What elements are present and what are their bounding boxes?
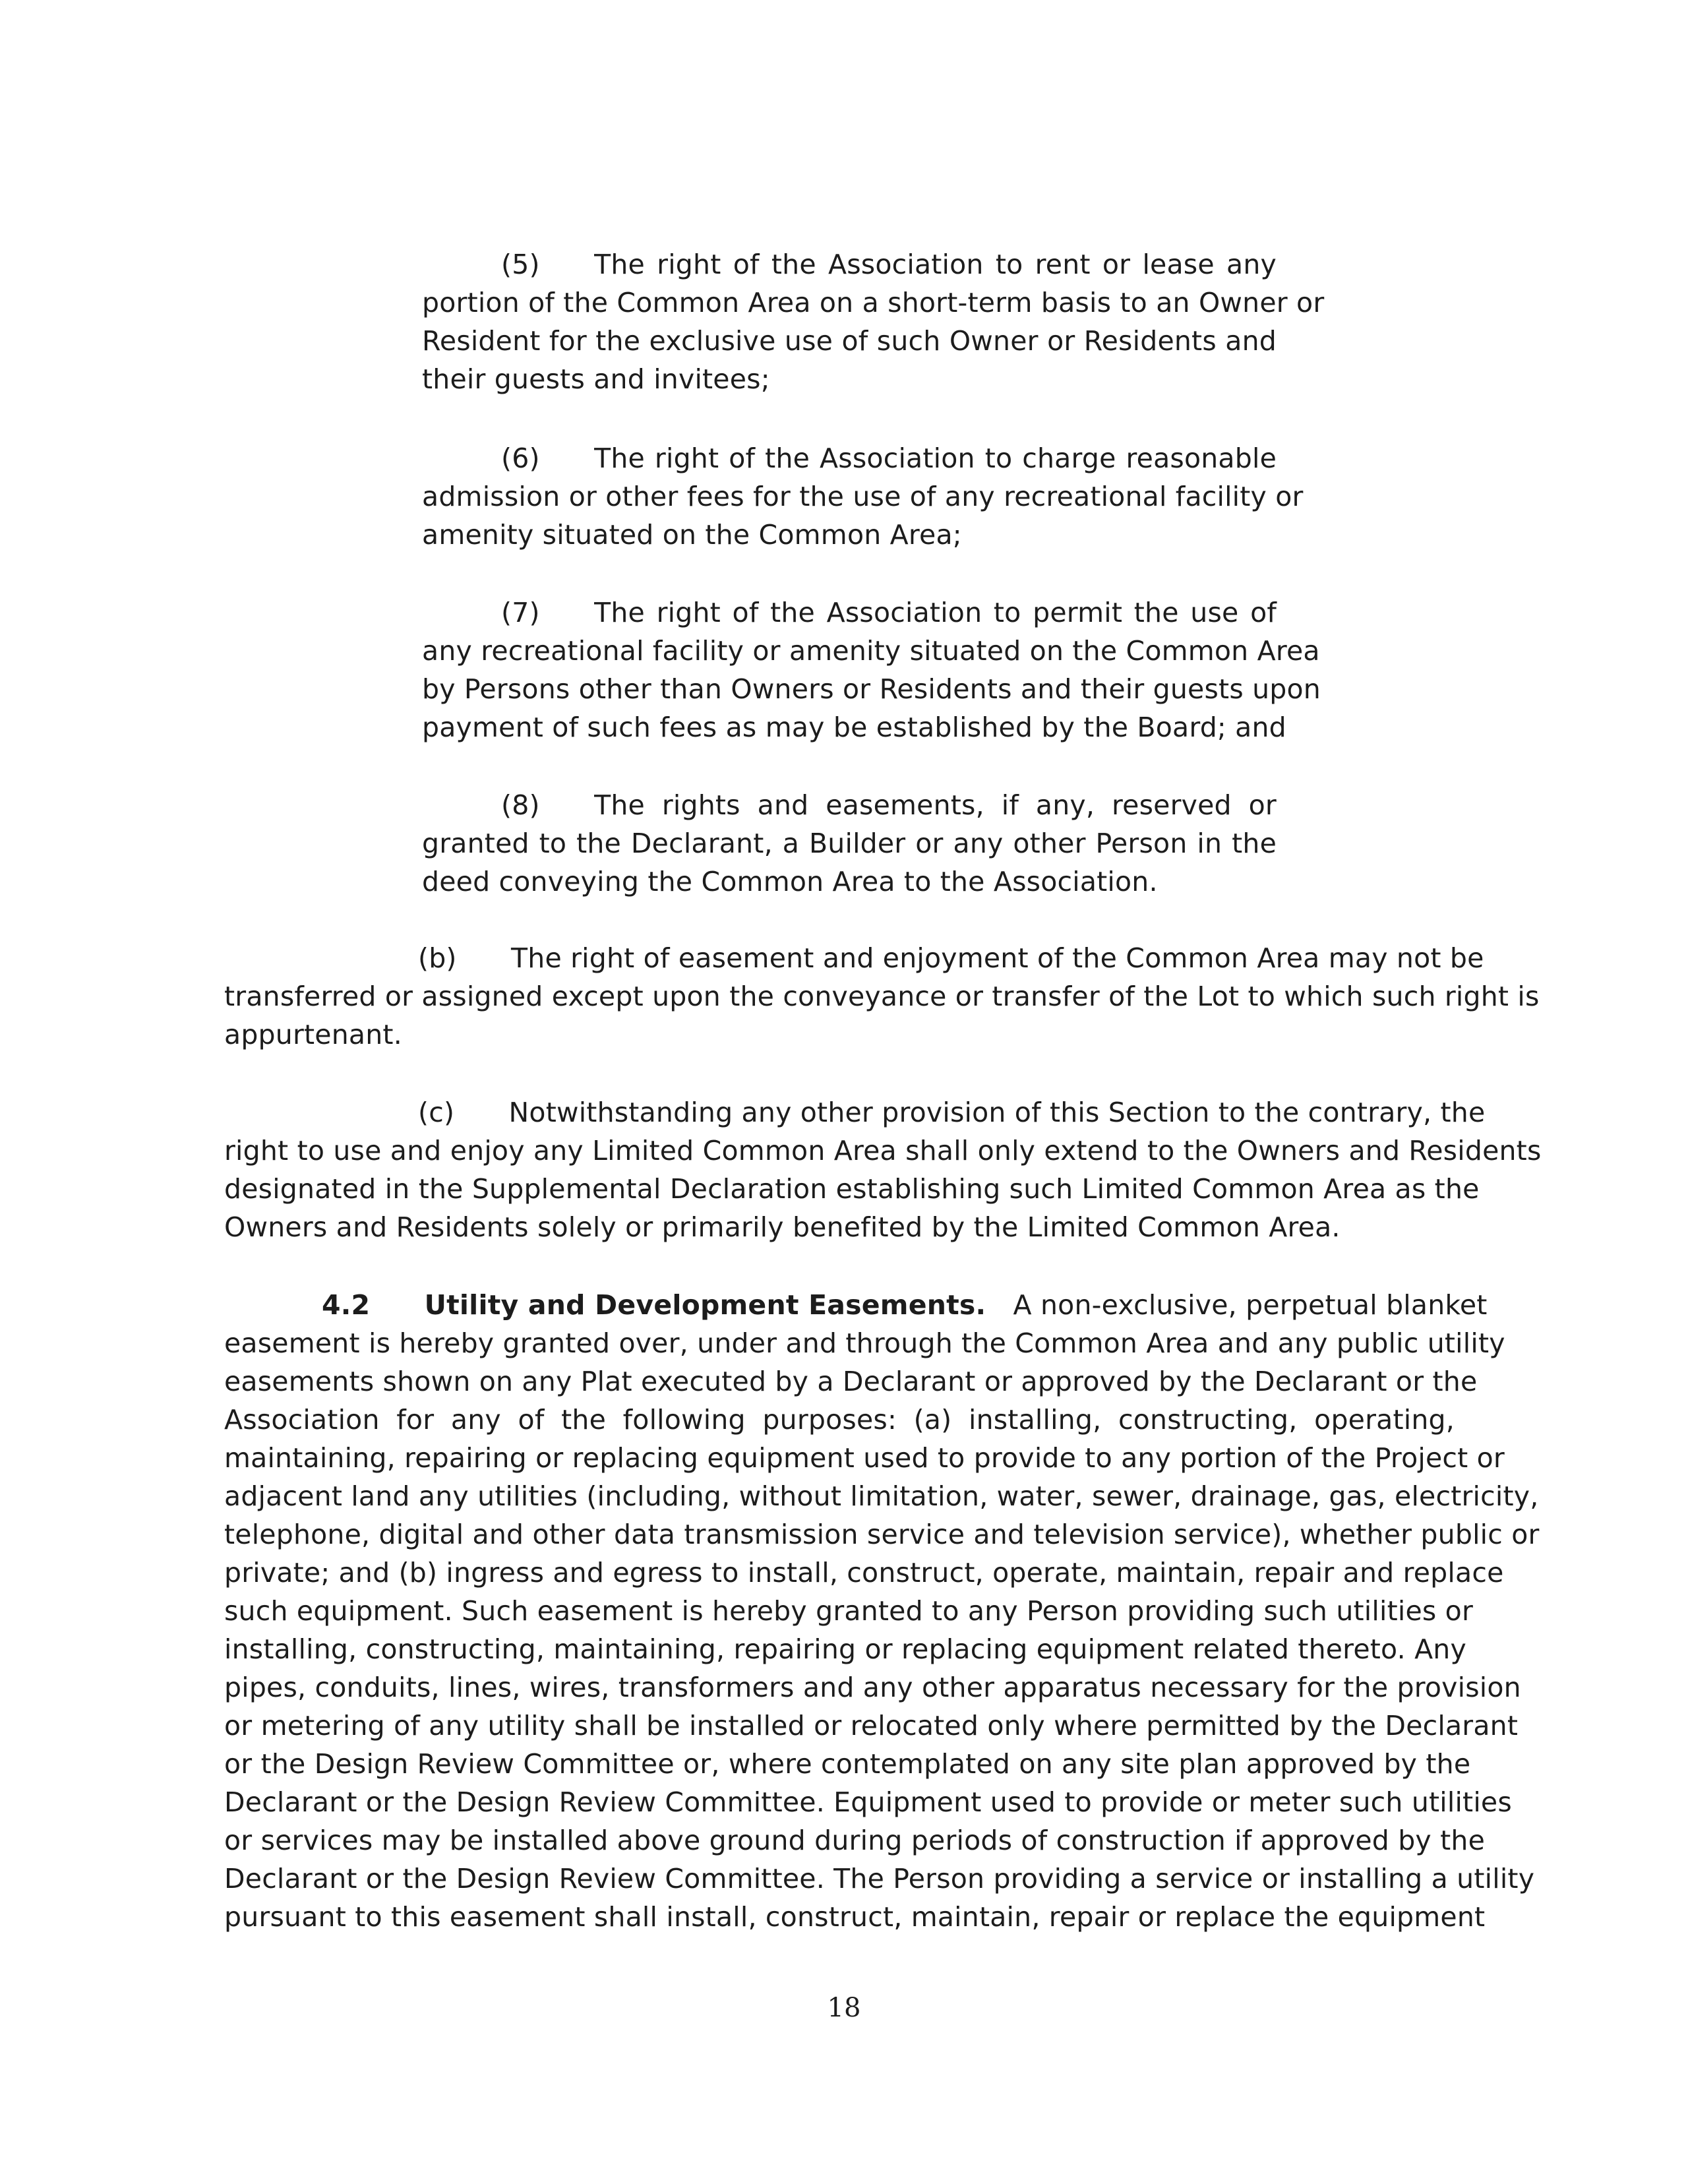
section-first-line-text: A non-exclusive, perpetual blanket xyxy=(1013,1289,1488,1321)
text-line: easement is hereby granted over, under and through the Common Area and any public utility xyxy=(224,1327,1505,1359)
text-line: adjacent land any utilities (including, without limitation, water, sewer, drainage, gas, electricity, xyxy=(224,1480,1539,1512)
text-line: transferred or assigned except upon the conveyance or transfer of the Lot to which such right is xyxy=(224,981,1540,1012)
text-line: such equipment. Such easement is hereby granted to any Person providing such utilities or xyxy=(224,1595,1474,1627)
text-line: maintaining, repairing or replacing equipment used to provide to any portion of the Project or xyxy=(224,1442,1505,1474)
paragraph-b xyxy=(224,939,1540,1054)
text-line: pursuant to this easement shall install, construct, maintain, repair or replace the equipment xyxy=(224,1901,1486,1933)
text-line: amenity situated on the Common Area; xyxy=(422,519,962,551)
text-line: installing, constructing, maintaining, repairing or replacing equipment related thereto. Any xyxy=(224,1633,1466,1665)
text-line: Declarant or the Design Review Committee. The Person providing a service or installing a utility xyxy=(224,1863,1535,1895)
page-number: 18 xyxy=(827,1993,861,2023)
text-line: (b) The right of easement and enjoyment of the Common Area may not be xyxy=(418,942,1484,974)
text-line: (7) The right of the Association to permit the use of xyxy=(501,597,1277,628)
paragraph-c xyxy=(224,1093,1542,1246)
text-line: (8) The rights and easements, if any, reserved or xyxy=(501,789,1277,821)
text-line: granted to the Declarant, a Builder or any other Person in the xyxy=(422,828,1277,859)
text-line: Owners and Residents solely or primarily benefited by the Limited Common Area. xyxy=(224,1211,1341,1243)
text-line: by Persons other than Owners or Residents and their guests upon xyxy=(422,673,1321,705)
text-line: or the Design Review Committee or, where contemplated on any site plan approved by the xyxy=(224,1748,1471,1780)
text-line: right to use and enjoy any Limited Common Area shall only extend to the Owners and Residents xyxy=(224,1135,1542,1167)
text-line: designated in the Supplemental Declaration establishing such Limited Common Area as the xyxy=(224,1173,1480,1205)
section-heading-line xyxy=(224,1286,1488,1324)
text-line: deed conveying the Common Area to the Association. xyxy=(422,866,1158,897)
text-line: or metering of any utility shall be installed or relocated only where permitted by the Declarant xyxy=(224,1710,1519,1742)
text-line: Resident for the exclusive use of such Owner or Residents and xyxy=(422,325,1277,357)
paragraph-item-8 xyxy=(422,786,1277,901)
text-line: payment of such fees as may be established by the Board; and xyxy=(422,712,1286,743)
text-line: any recreational facility or amenity situated on the Common Area xyxy=(422,635,1320,667)
paragraph-item-5 xyxy=(422,245,1325,398)
text-line: portion of the Common Area on a short-term basis to an Owner or xyxy=(422,287,1325,318)
text-line: Association for any of the following purposes: (a) installing, constructing, operating, xyxy=(224,1404,1455,1436)
text-line: their guests and invitees; xyxy=(422,363,770,395)
text-line: (c) Notwithstanding any other provision of this Section to the contrary, the xyxy=(418,1097,1486,1128)
section-heading: Utility and Development Easements. xyxy=(424,1289,986,1321)
paragraph-item-6 xyxy=(422,439,1304,554)
text-line: appurtenant. xyxy=(224,1019,402,1050)
text-line: private; and (b) ingress and egress to install, construct, operate, maintain, repair and replace xyxy=(224,1557,1504,1589)
text-line: (6) The right of the Association to charge reasonable xyxy=(501,442,1277,474)
text-line: telephone, digital and other data transmission service and television service), whether public or xyxy=(224,1519,1540,1550)
section-4-2 xyxy=(224,1286,1540,1936)
section-number: 4.2 xyxy=(322,1289,371,1321)
paragraph-item-7 xyxy=(422,593,1321,746)
text-line: Declarant or the Design Review Committee. Equipment used to provide or meter such utilities xyxy=(224,1786,1512,1818)
text-line: admission or other fees for the use of any recreational facility or xyxy=(422,481,1304,512)
text-line: or services may be installed above ground during periods of construction if approved by the xyxy=(224,1825,1486,1856)
text-line: (5) The right of the Association to rent or lease any xyxy=(501,249,1277,280)
text-line: pipes, conduits, lines, wires, transformers and any other apparatus necessary for the provision xyxy=(224,1672,1521,1703)
text-line: easements shown on any Plat executed by a Declarant or approved by the Declarant or the xyxy=(224,1366,1478,1397)
